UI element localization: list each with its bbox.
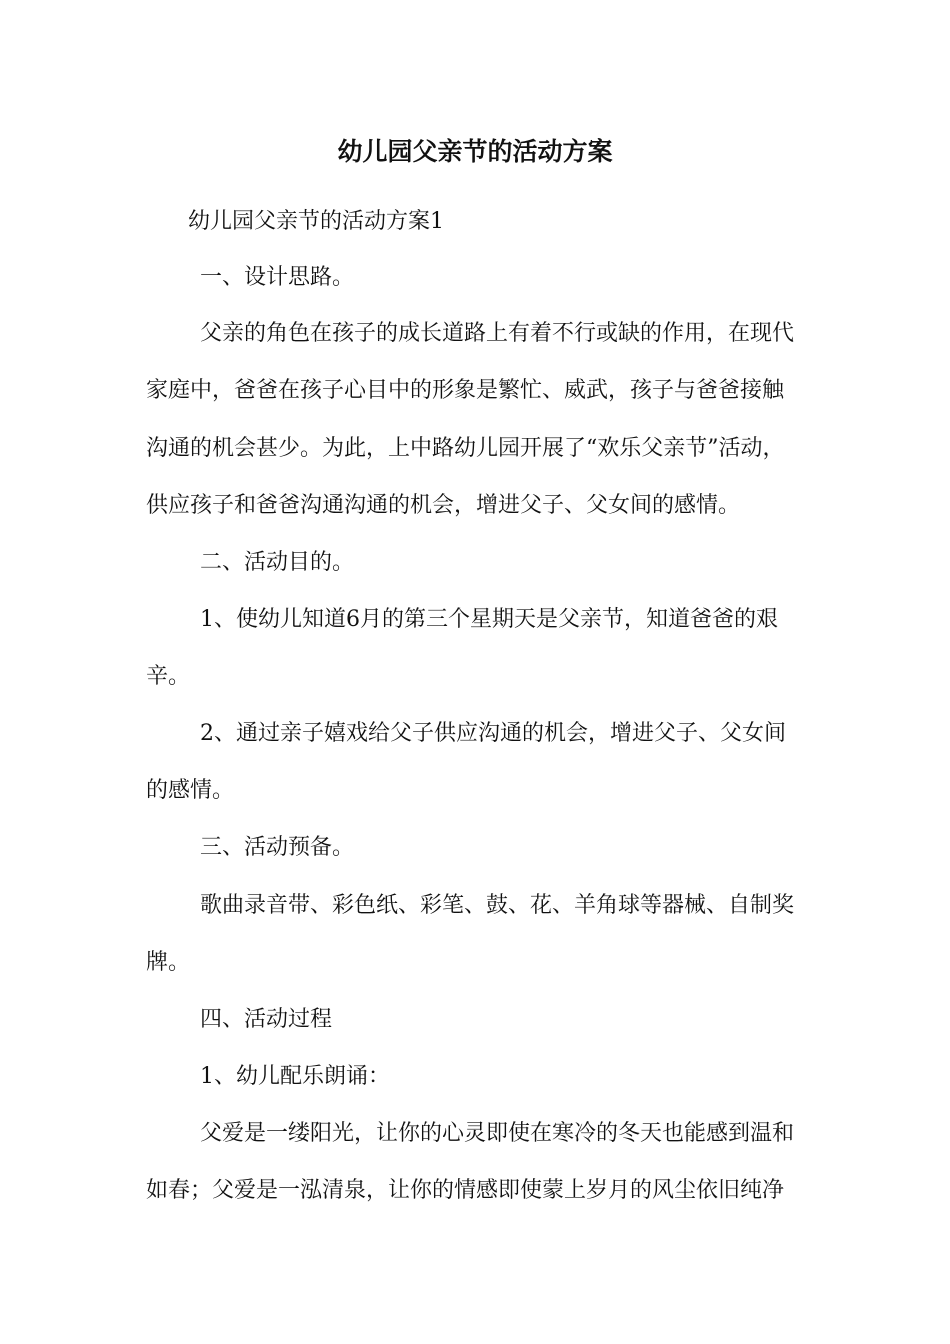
- section-heading: 三、活动预备。: [200, 835, 355, 860]
- paragraph-line: 辛。: [146, 664, 191, 689]
- section-heading: 二、活动目的。: [200, 550, 355, 575]
- paragraph-line: 供应孩子和爸爸沟通沟通的机会，增进父子、父女间的感情。: [146, 493, 741, 518]
- paragraph-line: 家庭中，爸爸在孩子心目中的形象是繁忙、威武，孩子与爸爸接触: [146, 378, 785, 403]
- paragraph-line: 如春；父爱是一泓清泉，让你的情感即使蒙上岁月的风尘依旧纯净: [146, 1178, 785, 1203]
- document-title: 幼儿园父亲节的活动方案: [337, 137, 613, 166]
- section-heading: 四、活动过程: [200, 1007, 333, 1032]
- paragraph-line: 牌。: [146, 950, 191, 975]
- paragraph-line: 1、使幼儿知道6月的第三个星期天是父亲节，知道爸爸的艰: [200, 607, 778, 632]
- section-heading: 一、设计思路。: [200, 265, 355, 290]
- paragraph-line: 的感情。: [146, 778, 235, 803]
- paragraph-line: 2、通过亲子嬉戏给父子供应沟通的机会，增进父子、父女间: [200, 721, 786, 746]
- section-heading: 1、幼儿配乐朗诵：: [200, 1064, 390, 1089]
- paragraph-line: 父亲的角色在孩子的成长道路上有着不行或缺的作用，在现代: [200, 321, 795, 346]
- paragraph-line: 父爱是一缕阳光，让你的心灵即使在寒冷的冬天也能感到温和: [200, 1121, 795, 1146]
- section-heading: 幼儿园父亲节的活动方案1: [188, 209, 444, 234]
- paragraph-line: 歌曲录音带、彩色纸、彩笔、鼓、花、羊角球等器械、自制奖: [200, 893, 795, 918]
- paragraph-line: 沟通的机会甚少。为此，上中路幼儿园开展了“欢乐父亲节”活动，: [146, 436, 785, 461]
